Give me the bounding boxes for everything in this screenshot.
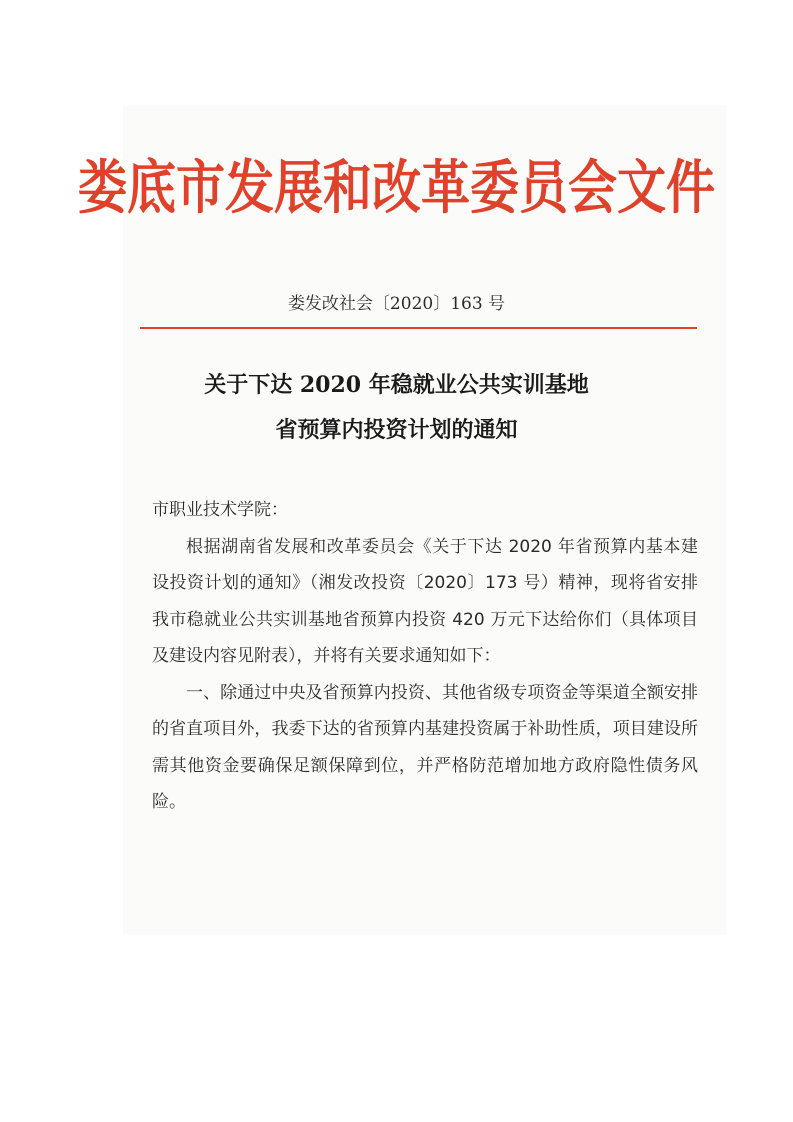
document-number: 娄发改社会〔2020〕163 号 — [287, 294, 506, 314]
body-paragraph-2: 一、除通过中央及省预算内投资、其他省级专项资金等渠道全额安排的省直项目外，我委下达的省预算内基建投资属于补助性质，项目建设所需其他资金要确保足额保障到位，并严格防范增加地方政府隐性债务风险。 — [152, 682, 698, 812]
notice-title-line-2: 省预算内投资计划的通知 — [275, 417, 518, 443]
issuing-authority-header: 娄底市发展和改革委员会文件 — [77, 153, 715, 222]
body-paragraph-1: 根据湖南省发展和改革委员会《关于下达 2020 年省预算内基本建设投资计划的通知》（湘发改投资〔2020〕173 号）精神，现将省安排我市稳就业公共实训基地省预算内投资 420 万元下达给你们（具体项目及建设内容见附表），并将有关要求通知如下： — [152, 536, 698, 666]
notice-title-line-1: 关于下达 2020 年稳就业公共实训基地 — [204, 372, 589, 398]
red-divider-line — [140, 327, 697, 329]
salutation: 市职业技术学院： — [152, 500, 288, 520]
document-body — [152, 492, 698, 821]
